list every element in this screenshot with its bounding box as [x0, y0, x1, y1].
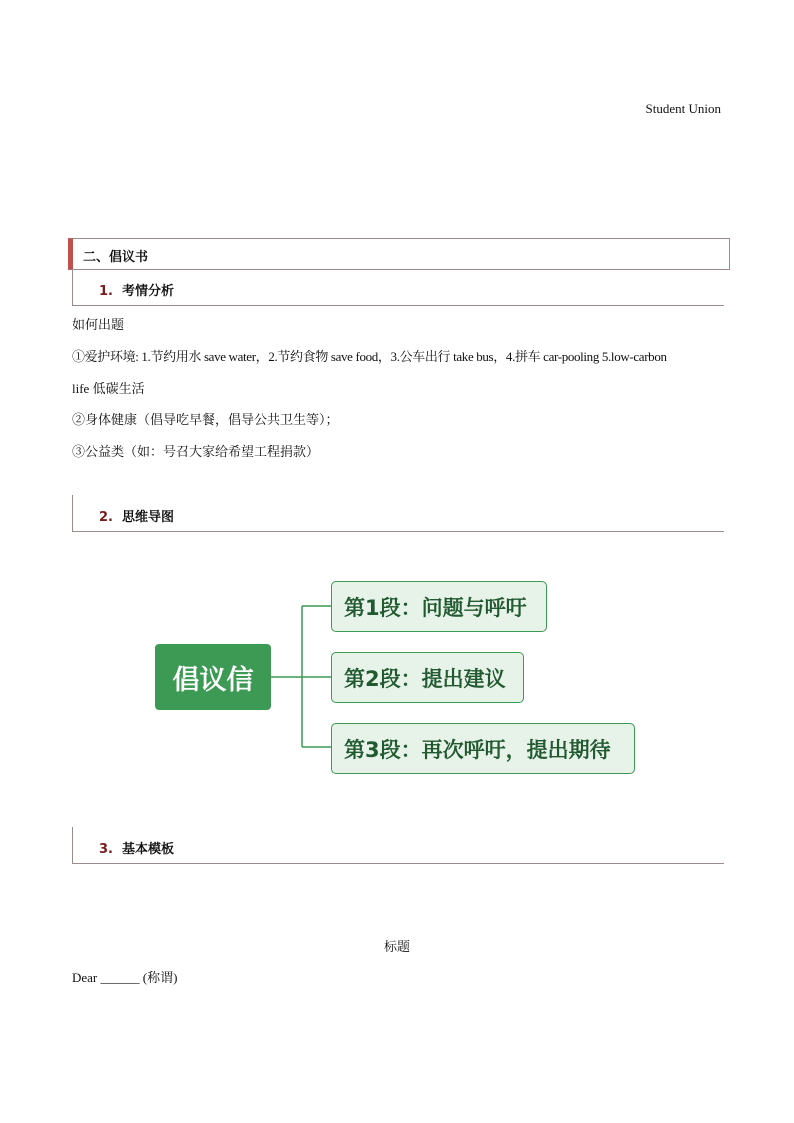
subheading-number: 2.: [99, 510, 113, 525]
section-title: 二、倡议书: [83, 250, 149, 265]
analysis-item-health: ②身体健康（倡导吃早餐，倡导公共卫生等）；: [72, 412, 339, 427]
subheading-template: [72, 827, 724, 864]
analysis-item-environment: ①爱护环境: 1.节约用水 save water，2.节约食物 save food，3.公车出行 take bus，4.拼车 car-pooling 5.low-carbon: [72, 349, 667, 364]
subheading-label: 思维导图: [122, 510, 175, 525]
analysis-item-charity: ③公益类（如：号召大家给希望工程捐款）: [72, 444, 320, 459]
mind-map-node-paragraph-3: 第3段：再次呼吁，提出期待: [331, 723, 635, 774]
analysis-lead: 如何出题: [72, 317, 125, 332]
template-title: 标题: [383, 940, 410, 955]
mind-map-node-paragraph-2: 第2段：提出建议: [331, 652, 524, 703]
closing-signature: Student Union: [645, 101, 721, 116]
mind-map-node-paragraph-1: 第1段：问题与呼吁: [331, 581, 547, 632]
subheading-label: 考情分析: [122, 284, 175, 299]
subheading-number: 3.: [99, 842, 113, 857]
connector-lines: [271, 606, 331, 747]
subheading-number: 1.: [99, 284, 113, 299]
subheading-label: 基本模板: [122, 842, 175, 857]
mind-map-root: 倡议信: [155, 644, 271, 710]
template-salutation: Dear ______ (称谓): [72, 970, 178, 985]
analysis-item-environment-cont: life 低碳生活: [72, 381, 145, 396]
